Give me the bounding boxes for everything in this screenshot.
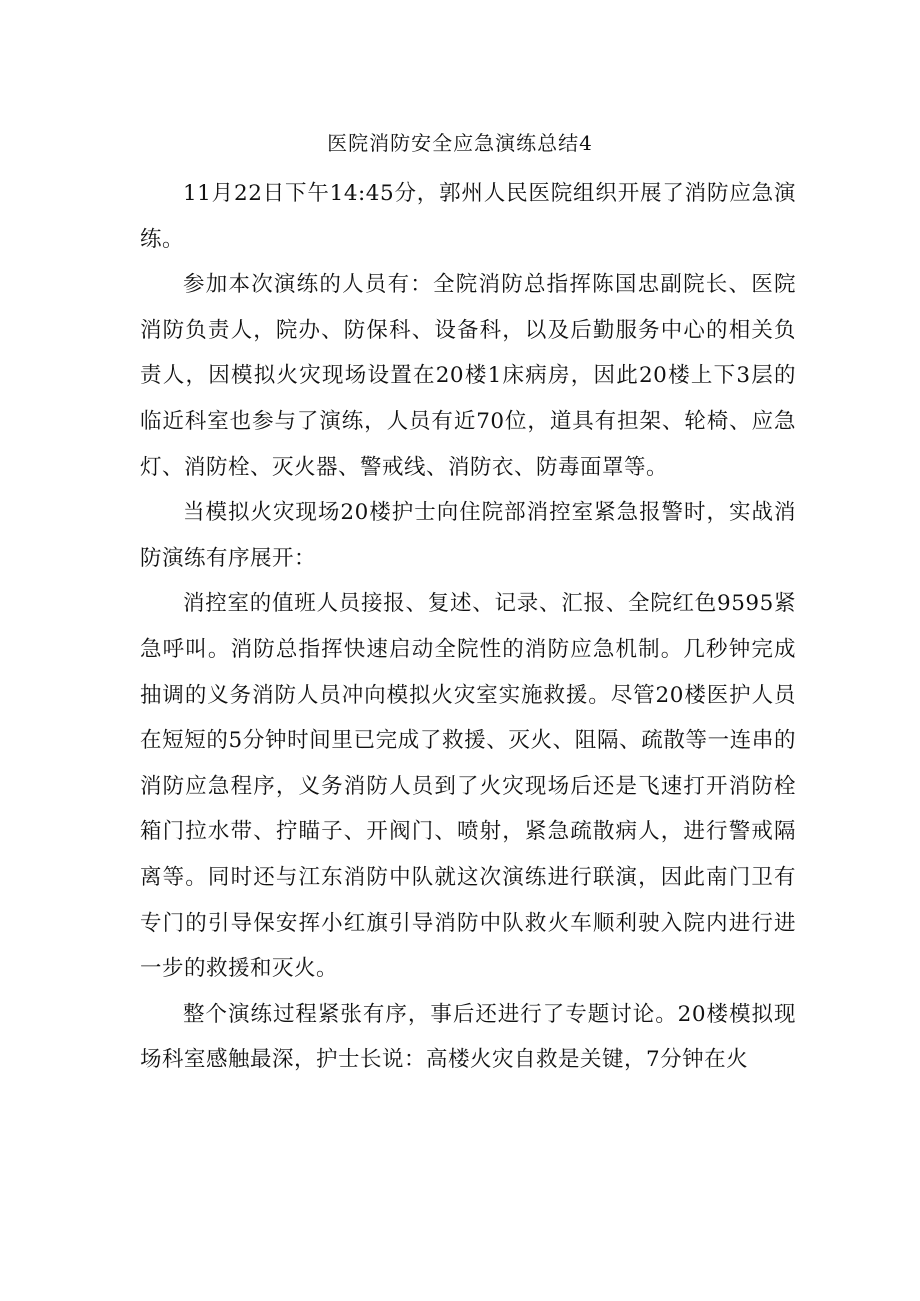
paragraph-3: 当模拟火灾现场20楼护士向住院部消控室紧急报警时，实战消防演练有序展开： (140, 500, 796, 571)
document-title: 医院消防安全应急演练总结4 (327, 131, 593, 155)
paragraph-5: 整个演练过程紧张有序，事后还进行了专题讨论。20楼模拟现场科室感触最深，护士长说：高楼火灾自救是关键，7分钟在火 (140, 1001, 796, 1073)
document-body (140, 171, 796, 1083)
paragraph-1: 11月22日下午14:45分，郭州人民医院组织开展了消防应急演练。 (140, 181, 796, 252)
paragraph-2: 参加本次演练的人员有：全院消防总指挥陈国忠副院长、医院消防负责人，院办、防保科、设备科，以及后勤服务中心的相关负责人，因模拟火灾现场设置在20楼1床病房，因此20楼上下3层的临近科室也参与了演练，人员有近70位，道具有担架、轮椅、应急灯、消防栓、灭火器、警戒线、消防衣、防毒面罩等。 (140, 272, 796, 480)
paragraph-4: 消控室的值班人员接报、复述、记录、汇报、全院红色9595紧急呼叫。消防总指挥快速启动全院性的消防应急机制。几秒钟完成抽调的义务消防人员冲向模拟火灾室实施救援。尽管20楼医护人员在短短的5分钟时间里已完成了救援、灭火、阻隔、疏散等一连串的消防应急程序，义务消防人员到了火灾现场后还是飞速打开消防栓箱门拉水带、拧瞄子、开阀门、喷射，紧急疏散病人，进行警戒隔离等。同时还与江东消防中队就这次演练进行联演，因此南门卫有专门的引导保安挥小红旗引导消防中队救火车顺利驶入院内进行进一步的救援和灭火。 (140, 591, 796, 982)
